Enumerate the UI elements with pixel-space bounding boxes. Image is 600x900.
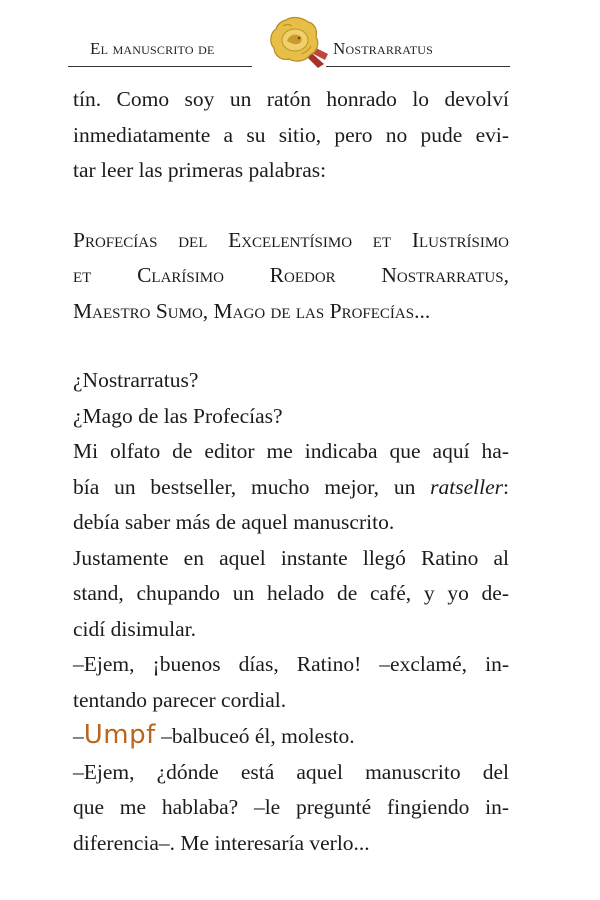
- header-book-title: El manuscrito de: [90, 39, 215, 58]
- prophecy-title-block: [73, 223, 509, 330]
- text-line: Justamente en aquel instante llegó Ratino al: [73, 545, 509, 570]
- wax-seal-icon: [262, 14, 330, 74]
- text-fragment: :: [503, 474, 509, 499]
- question-mago: ¿Mago de las Profecías?: [73, 403, 283, 428]
- question-nostrarratus: ¿Nostrarratus?: [73, 368, 199, 392]
- text-line: diferencia–. Me interesaría verlo...: [73, 830, 370, 855]
- text-line: –Ejem, ¡buenos días, Ratino! –exclamé, in-: [73, 652, 509, 676]
- paragraph-returned-manuscript: [73, 82, 509, 189]
- text-line: Mi olfato de editor me indicaba que aquí ha-: [73, 439, 509, 463]
- header-rule-right: [326, 66, 510, 67]
- dialogue-manuscript-question: [73, 755, 509, 862]
- page-body: [73, 82, 509, 861]
- header-rule-left: [68, 66, 252, 67]
- prophecy-line: Profecías del Excelentísimo et Ilustrísimo: [73, 227, 509, 252]
- text-line: tentando parecer cordial.: [73, 687, 287, 712]
- text-line: –Ejem, ¿dónde está aquel manuscrito del: [73, 759, 509, 784]
- dialogue-greeting: [73, 647, 509, 718]
- text-line: [73, 470, 509, 506]
- text-fragment: bía un bestseller, mucho mejor, un: [73, 474, 431, 499]
- text-line: tar leer las primeras palabras:: [73, 158, 327, 182]
- sound-effect-umpf: Umpf: [83, 720, 156, 750]
- text-line: inmediatamente a su sitio, pero no pude evi-: [73, 122, 509, 147]
- prophecy-line: Maestro Sumo, Mago de las Profecías...: [73, 298, 431, 323]
- text-line: stand, chupando un helado de café, y yo de-: [73, 581, 509, 605]
- prophecy-line: et Clarísimo Roedor Nostrarratus,: [73, 263, 509, 287]
- text-line: debía saber más de aquel manuscrito.: [73, 510, 395, 534]
- paragraph-ratino-arrives: [73, 541, 509, 648]
- header-character-name: Nostrarratus: [333, 39, 434, 58]
- running-header: [68, 14, 510, 74]
- dialogue-umpf: –Umpf –balbuceó él, molesto.: [73, 720, 355, 750]
- text-line: cidí disimular.: [73, 616, 197, 641]
- text-line: que me hablaba? –le pregunté fingiendo in-: [73, 795, 509, 819]
- emphasis-ratseller: ratseller: [430, 474, 504, 499]
- text-fragment: –balbuceó él, molesto.: [155, 724, 355, 748]
- text-line: tín. Como soy un ratón honrado lo devolví: [73, 87, 509, 111]
- paragraph-editor-instinct: [73, 434, 509, 541]
